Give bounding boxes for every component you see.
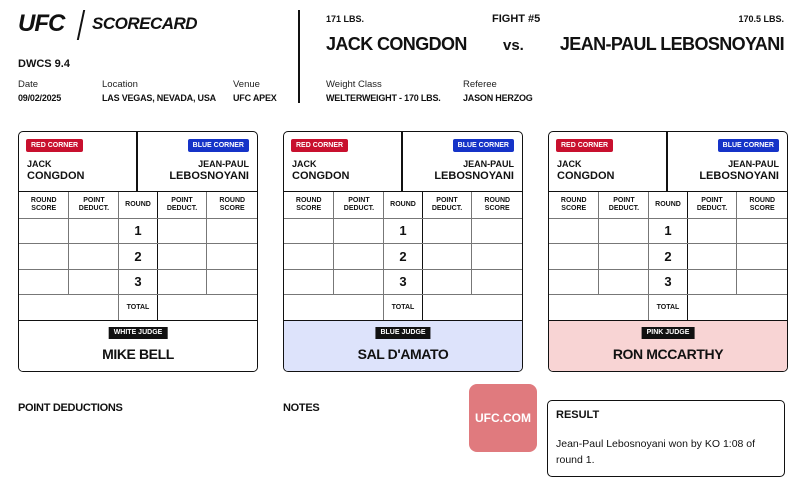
- red-deduct-cell: [69, 269, 119, 295]
- blue-point-deduct-header: POINT DEDUCT.: [422, 192, 472, 218]
- blue-deduct-cell: [422, 244, 472, 270]
- card-red-last-name: CONGDON: [27, 170, 85, 182]
- card-blue-last-name: LEBOSNOYANI: [699, 170, 779, 182]
- blue-corner-tag: BLUE CORNER: [188, 139, 249, 152]
- round-row: [284, 244, 522, 270]
- weight-class-label: Weight Class: [326, 79, 382, 90]
- round-number: 2: [384, 244, 422, 270]
- card-header-divider: [666, 132, 668, 192]
- red-score-cell: [284, 218, 334, 244]
- red-score-cell: [549, 244, 599, 270]
- red-total-cell: [19, 295, 119, 321]
- red-deduct-cell: [599, 218, 649, 244]
- red-corner-tag: RED CORNER: [26, 139, 83, 152]
- round-header: ROUND: [649, 192, 687, 218]
- versus-label: vs.: [503, 37, 524, 54]
- blue-score-cell: [207, 244, 257, 270]
- round-number: 2: [649, 244, 687, 270]
- score-table-header: [19, 192, 257, 218]
- blue-score-cell: [207, 218, 257, 244]
- notes-title: NOTES: [283, 402, 320, 414]
- result-title: RESULT: [556, 409, 600, 421]
- judge-area: [19, 320, 257, 372]
- weight-class-value: WELTERWEIGHT - 170 LBS.: [326, 93, 441, 103]
- blue-deduct-cell: [687, 269, 737, 295]
- total-row: [549, 295, 787, 321]
- red-score-cell: [549, 269, 599, 295]
- judge-tag: PINK JUDGE: [642, 327, 695, 339]
- red-score-cell: [284, 269, 334, 295]
- blue-total-cell: [687, 295, 787, 321]
- card-red-fighter: [557, 158, 614, 182]
- red-corner-tag: RED CORNER: [556, 139, 613, 152]
- event-code: DWCS 9.4: [18, 58, 70, 70]
- round-row: [284, 218, 522, 244]
- card-red-first-name: JACK: [292, 159, 317, 169]
- blue-fighter-name: JEAN-PAUL LEBOSNOYANI: [559, 34, 784, 54]
- round-row: [549, 218, 787, 244]
- point-deductions-title: POINT DEDUCTIONS: [18, 402, 123, 414]
- round-row: [19, 218, 257, 244]
- card-header: [284, 132, 522, 192]
- round-number: 3: [649, 269, 687, 295]
- card-header-divider: [401, 132, 403, 192]
- card-blue-first-name: JEAN-PAUL: [728, 159, 779, 169]
- blue-deduct-cell: [687, 244, 737, 270]
- red-deduct-cell: [334, 218, 384, 244]
- logo-divider: [77, 10, 85, 40]
- header-divider: [298, 10, 300, 103]
- card-header: [549, 132, 787, 192]
- judge-area: [284, 320, 522, 372]
- blue-score-cell: [472, 218, 522, 244]
- location-label: Location: [102, 79, 138, 90]
- round-header: ROUND: [384, 192, 422, 218]
- round-number: 1: [119, 218, 157, 244]
- total-label: TOTAL: [384, 295, 422, 321]
- card-blue-last-name: LEBOSNOYANI: [434, 170, 514, 182]
- card-blue-fighter: [699, 158, 779, 182]
- card-red-last-name: CONGDON: [292, 170, 350, 182]
- judge-tag: BLUE JUDGE: [375, 327, 430, 339]
- round-header: ROUND: [119, 192, 157, 218]
- blue-score-cell: [737, 218, 787, 244]
- red-point-deduct-header: POINT DEDUCT.: [334, 192, 384, 218]
- judge-card-white: [18, 131, 258, 372]
- blue-deduct-cell: [687, 218, 737, 244]
- blue-fighter-weight: 170.5 LBS.: [738, 14, 784, 24]
- score-table-header: [549, 192, 787, 218]
- blue-point-deduct-header: POINT DEDUCT.: [157, 192, 207, 218]
- card-blue-first-name: JEAN-PAUL: [463, 159, 514, 169]
- red-deduct-cell: [69, 218, 119, 244]
- date-value: 09/02/2025: [18, 93, 62, 103]
- red-fighter-weight: 171 LBS.: [326, 14, 365, 24]
- blue-score-cell: [737, 269, 787, 295]
- total-row: [284, 295, 522, 321]
- blue-score-cell: [737, 244, 787, 270]
- card-red-fighter: [27, 158, 84, 182]
- judge-name: RON MCCARTHY: [612, 346, 724, 362]
- card-header-divider: [136, 132, 138, 192]
- blue-deduct-cell: [157, 269, 207, 295]
- judge-name: MIKE BELL: [102, 346, 174, 362]
- red-corner-tag: RED CORNER: [291, 139, 348, 152]
- ufc-logo: UFC: [18, 10, 65, 37]
- judge-area: [549, 320, 787, 372]
- blue-deduct-cell: [422, 218, 472, 244]
- location-value: LAS VEGAS, NEVADA, USA: [102, 93, 216, 103]
- total-row: [19, 295, 257, 321]
- red-deduct-cell: [334, 244, 384, 270]
- blue-score-cell: [472, 244, 522, 270]
- score-table: [19, 192, 257, 321]
- blue-corner-tag: BLUE CORNER: [718, 139, 779, 152]
- card-red-first-name: JACK: [27, 159, 52, 169]
- total-label: TOTAL: [119, 295, 157, 321]
- red-deduct-cell: [599, 244, 649, 270]
- result-text: Jean-Paul Lebosnoyani won by KO 1:08 of round 1.: [556, 438, 756, 466]
- blue-total-cell: [422, 295, 522, 321]
- red-point-deduct-header: POINT DEDUCT.: [599, 192, 649, 218]
- total-label: TOTAL: [649, 295, 687, 321]
- judge-name: SAL D'AMATO: [357, 346, 449, 362]
- round-number: 1: [649, 218, 687, 244]
- round-row: [284, 269, 522, 295]
- red-score-cell: [19, 218, 69, 244]
- red-total-cell: [549, 295, 649, 321]
- red-round-score-header: ROUND SCORE: [284, 192, 334, 218]
- round-row: [549, 244, 787, 270]
- blue-round-score-header: ROUND SCORE: [737, 192, 787, 218]
- judge-card-blue: [283, 131, 523, 372]
- round-row: [19, 269, 257, 295]
- card-red-first-name: JACK: [557, 159, 582, 169]
- card-blue-fighter: [434, 158, 514, 182]
- red-fighter-name: JACK CONGDON: [326, 34, 467, 54]
- red-score-cell: [19, 244, 69, 270]
- round-number: 2: [119, 244, 157, 270]
- blue-round-score-header: ROUND SCORE: [472, 192, 522, 218]
- blue-total-cell: [157, 295, 257, 321]
- venue-value: UFC APEX: [233, 93, 277, 103]
- judge-tag: WHITE JUDGE: [109, 327, 168, 339]
- blue-deduct-cell: [157, 244, 207, 270]
- red-score-cell: [549, 218, 599, 244]
- judge-card-pink: [548, 131, 788, 372]
- round-row: [549, 269, 787, 295]
- referee-value: JASON HERZOG: [463, 93, 533, 103]
- card-header: [19, 132, 257, 192]
- blue-score-cell: [207, 269, 257, 295]
- red-deduct-cell: [69, 244, 119, 270]
- red-round-score-header: ROUND SCORE: [19, 192, 69, 218]
- blue-deduct-cell: [422, 269, 472, 295]
- red-point-deduct-header: POINT DEDUCT.: [69, 192, 119, 218]
- red-deduct-cell: [599, 269, 649, 295]
- score-table: [549, 192, 787, 321]
- round-number: 1: [384, 218, 422, 244]
- score-table: [284, 192, 522, 321]
- score-table-header: [284, 192, 522, 218]
- red-score-cell: [19, 269, 69, 295]
- card-blue-last-name: LEBOSNOYANI: [169, 170, 249, 182]
- blue-score-cell: [472, 269, 522, 295]
- round-row: [19, 244, 257, 270]
- referee-label: Referee: [463, 79, 497, 90]
- round-number: 3: [384, 269, 422, 295]
- fight-number: FIGHT #5: [492, 13, 541, 25]
- red-total-cell: [284, 295, 384, 321]
- scorecard-title: SCORECARD: [92, 14, 198, 33]
- result-box: [547, 400, 785, 477]
- card-red-last-name: CONGDON: [557, 170, 615, 182]
- round-number: 3: [119, 269, 157, 295]
- card-blue-fighter: [169, 158, 249, 182]
- date-label: Date: [18, 79, 39, 90]
- card-blue-first-name: JEAN-PAUL: [198, 159, 249, 169]
- red-deduct-cell: [334, 269, 384, 295]
- red-round-score-header: ROUND SCORE: [549, 192, 599, 218]
- red-score-cell: [284, 244, 334, 270]
- blue-point-deduct-header: POINT DEDUCT.: [687, 192, 737, 218]
- ufc-com-badge[interactable]: UFC.COM: [469, 384, 537, 452]
- venue-label: Venue: [233, 79, 260, 90]
- card-red-fighter: [292, 158, 349, 182]
- blue-deduct-cell: [157, 218, 207, 244]
- blue-corner-tag: BLUE CORNER: [453, 139, 514, 152]
- blue-round-score-header: ROUND SCORE: [207, 192, 257, 218]
